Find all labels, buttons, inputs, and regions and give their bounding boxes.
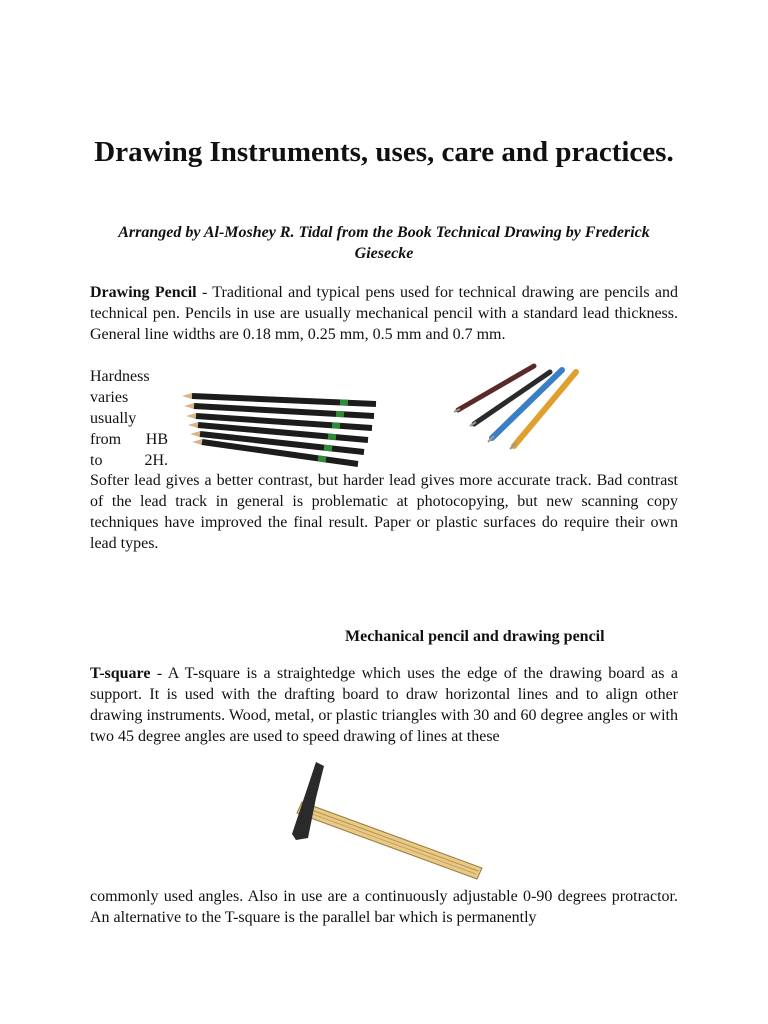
hardness-line [90,429,168,450]
hardness-word: to [90,452,103,469]
hardness-line: varies [90,389,129,406]
tsquare-paragraph [90,663,678,747]
drawing-pencils-image [180,378,380,468]
hardness-text [90,366,168,471]
tsquare-head [292,762,324,840]
drawing-pencil-intro: - Traditional and typical pens used for technical drawing are pencils and technical pen. Pencils in use are usually mechanical pencil with a standard lead thickness. General line widths are 0.18 mm, 0.25 mm, 0.5 mm and 0.7 mm. [90,284,679,343]
drawing-pencil [182,393,376,404]
tsquare-blade [297,802,482,879]
tsquare-image [286,758,486,882]
hardness-line: Hardness [90,368,150,385]
tsquare-term: T-square [90,665,151,682]
drawing-pencil-paragraph [90,282,678,345]
mechanical-pencils-image [452,358,582,450]
hardness-word: 2H. [144,452,168,469]
tsquare-text: - A T-square is a straightedge which uses the edge of the drawing board as a support. It is used with the drafting board to draw horizontal lines and to align other drawing instruments. Wood, metal, or plastic triangles with 30 and 60 degree angles or with two 45 degree angles are used to speed drawing of lines at these [90,665,678,745]
tsquare-continuation-paragraph: commonly used angles. Also in use are a continuously adjustable 0-90 degrees protractor. An alternative to the T-square is the parallel bar which is permanently [90,888,678,926]
hardness-line [90,450,168,471]
page-subtitle: Arranged by Al-Moshey R. Tidal from the Book Technical Drawing by Frederick Giesecke [118,224,650,262]
pencil-image-caption: Mechanical pencil and drawing pencil [345,628,605,645]
drawing-pencil-term: Drawing Pencil [90,284,197,301]
hardness-line: usually [90,410,137,427]
page-title: Drawing Instruments, uses, care and practices. [94,136,674,168]
pencil-continuation-paragraph: Softer lead gives a better contrast, but harder lead gives more accurate track. Bad contrast of the lead track in general is problematic at photocopying, but new scanning copy techniques have improved the final result. Paper or plastic surfaces do require their own lead types. [90,472,678,552]
hardness-word: from [90,431,122,448]
hardness-word: HB [145,431,168,448]
